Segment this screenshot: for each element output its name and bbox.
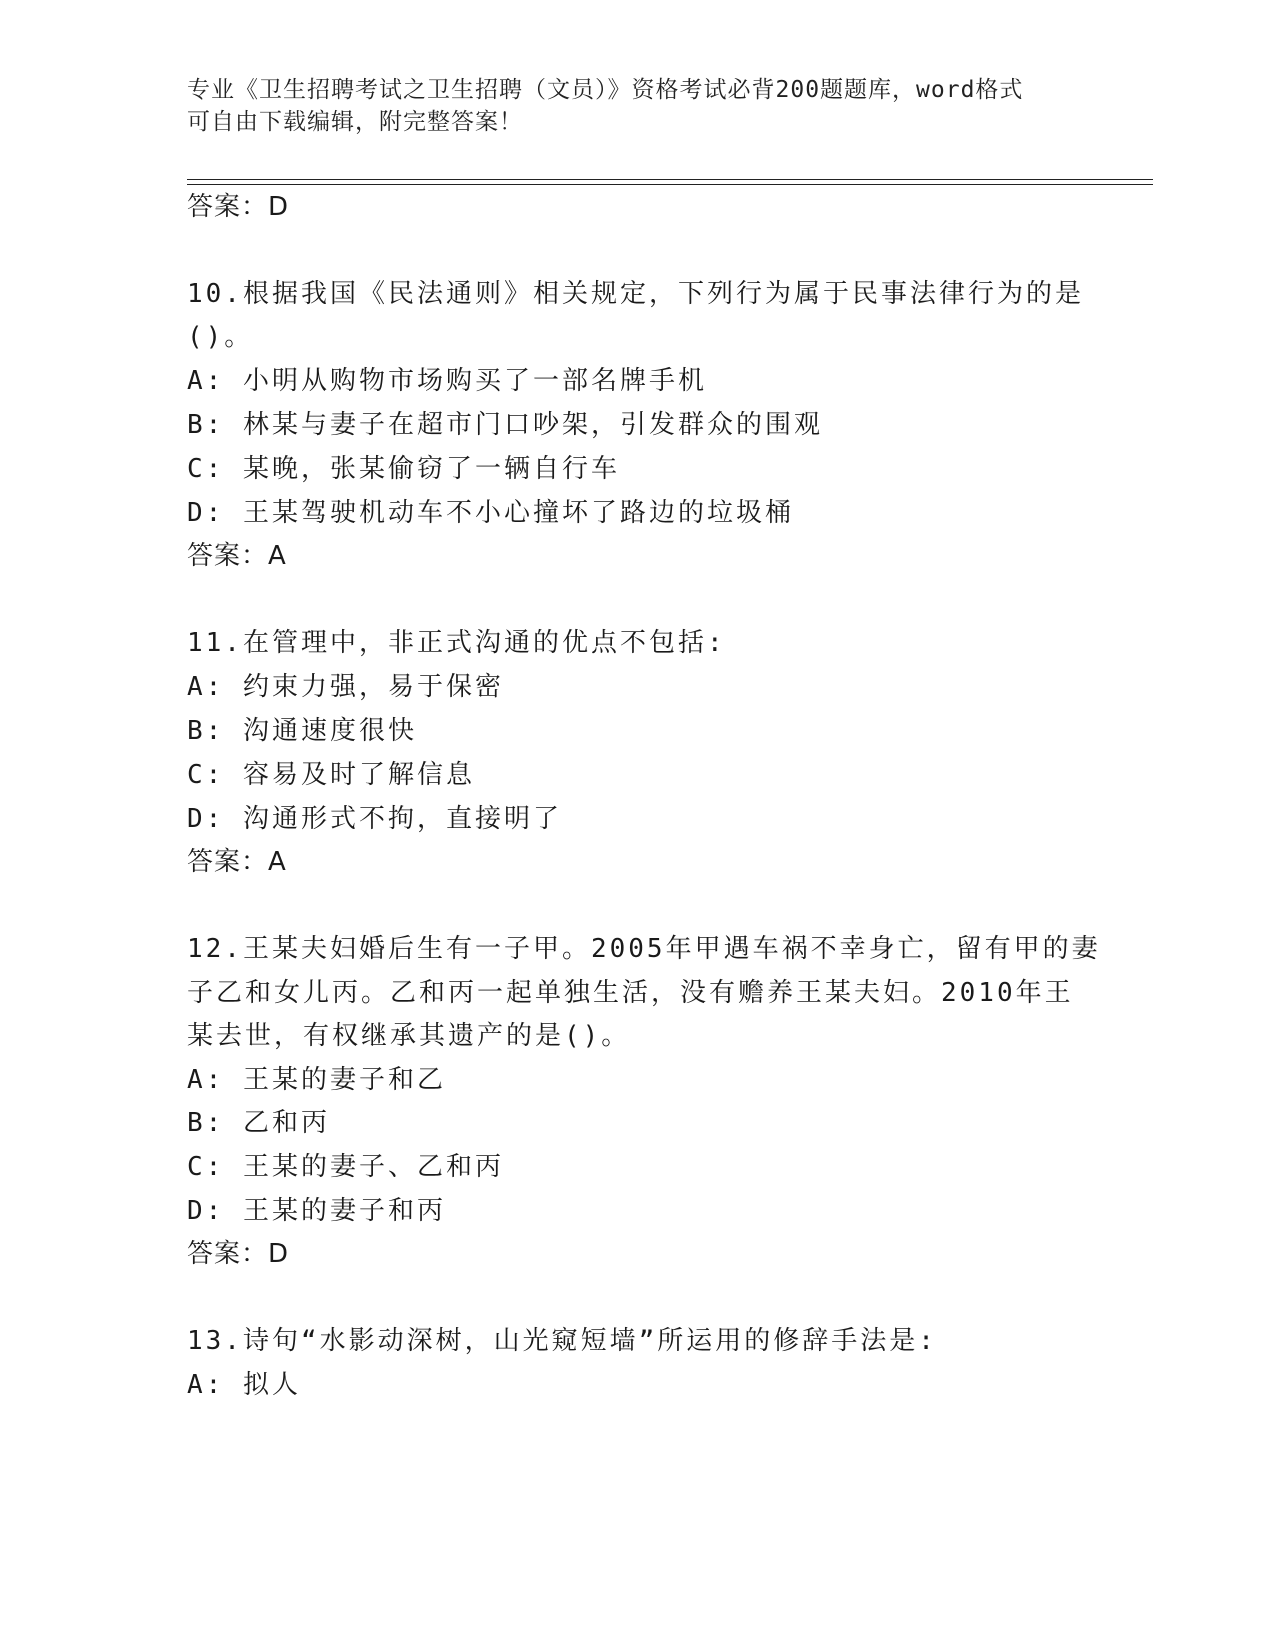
question-11-stem: 11.在管理中，非正式沟通的优点不包括: bbox=[187, 628, 726, 658]
question-10-option-d: D: 王某驾驶机动车不小心撞坏了路边的垃圾桶 bbox=[187, 498, 794, 528]
answer-q9: 答案：D bbox=[187, 192, 290, 222]
question-10-stem-line-2: ()。 bbox=[187, 322, 254, 352]
question-12-option-d: D: 王某的妻子和丙 bbox=[187, 1196, 446, 1226]
question-11-option-d: D: 沟通形式不拘，直接明了 bbox=[187, 804, 562, 834]
question-12-option-c: C: 王某的妻子、乙和丙 bbox=[187, 1152, 504, 1182]
question-10-option-b: B: 林某与妻子在超市门口吵架，引发群众的围观 bbox=[187, 410, 823, 440]
question-12-option-b: B: 乙和丙 bbox=[187, 1108, 330, 1138]
question-12-stem-line-2: 子乙和女儿丙。乙和丙一起单独生活，没有赡养王某夫妇。2010年王 bbox=[187, 978, 1074, 1008]
question-10-option-a: A: 小明从购物市场购买了一部名牌手机 bbox=[187, 366, 707, 396]
document-header bbox=[187, 74, 1087, 138]
question-11-option-b: B: 沟通速度很快 bbox=[187, 716, 417, 746]
question-13-stem: 13.诗句“水影动深树，山光窥短墙”所运用的修辞手法是: bbox=[187, 1326, 937, 1356]
question-12-option-a: A: 王某的妻子和乙 bbox=[187, 1065, 446, 1095]
question-11-option-c: C: 容易及时了解信息 bbox=[187, 760, 475, 790]
question-12-stem-line-1: 12.王某夫妇婚后生有一子甲。2005年甲遇车祸不幸身亡，留有甲的妻 bbox=[187, 934, 1101, 964]
answer-q12: 答案：D bbox=[187, 1239, 290, 1269]
header-divider-bottom bbox=[187, 184, 1153, 185]
question-12-stem-line-3: 某去世，有权继承其遗产的是()。 bbox=[187, 1021, 631, 1051]
answer-q11: 答案：A bbox=[187, 847, 287, 877]
question-10-stem-line-1: 10.根据我国《民法通则》相关规定，下列行为属于民事法律行为的是 bbox=[187, 279, 1084, 309]
question-10-option-c: C: 某晚，张某偷窃了一辆自行车 bbox=[187, 454, 620, 484]
header-line-1: 专业《卫生招聘考试之卫生招聘（文员）》资格考试必背200题题库，word格式 bbox=[187, 77, 1024, 103]
header-divider-top bbox=[187, 179, 1153, 180]
answer-q10: 答案：A bbox=[187, 541, 287, 571]
header-line-2: 可自由下载编辑，附完整答案！ bbox=[187, 109, 523, 135]
question-13-option-a: A: 拟人 bbox=[187, 1370, 301, 1400]
question-11-option-a: A: 约束力强，易于保密 bbox=[187, 672, 504, 702]
